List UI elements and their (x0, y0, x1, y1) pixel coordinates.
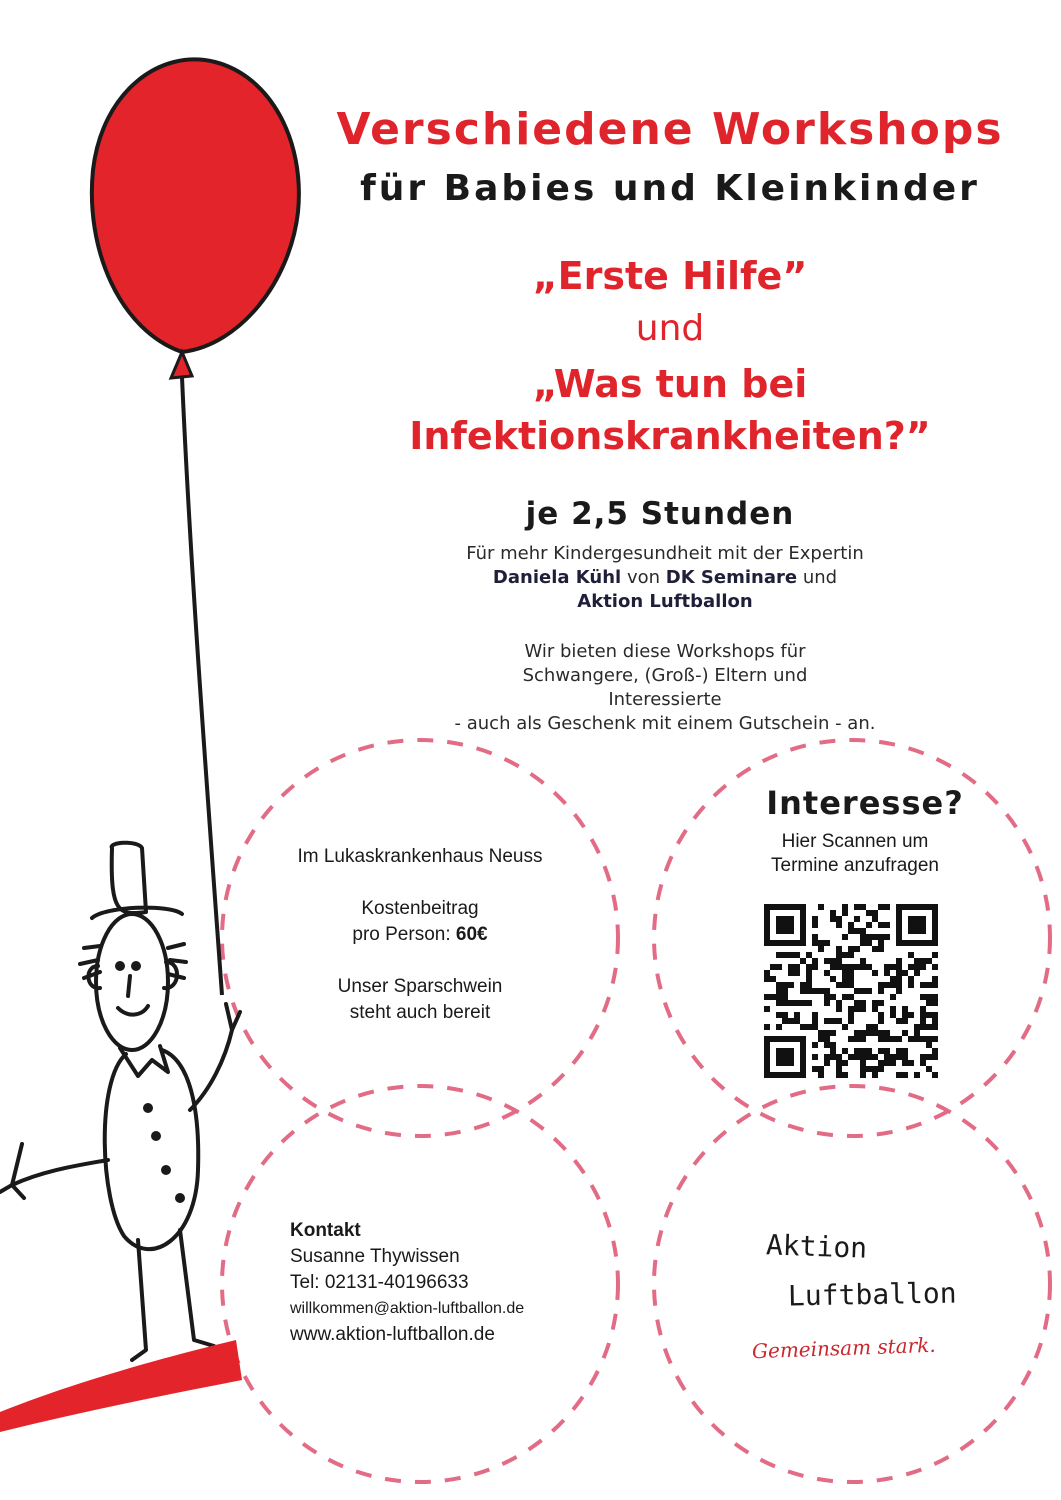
expert-company: DK Seminare (665, 567, 798, 588)
offer-line1: Wir bieten diese Workshops für (524, 641, 806, 662)
partner-name: Aktion Luftballon (577, 591, 753, 612)
topic-first-aid: „Erste Hilfe” (532, 254, 808, 298)
expert-und: und (802, 567, 838, 588)
expert-line (340, 566, 990, 590)
contact-name: Susanne Thywissen (290, 1246, 460, 1267)
topic-infections-line2: Infektionskrankheiten?” (409, 414, 931, 458)
expert-intro: Für mehr Kindergesundheit mit der Expertin (466, 543, 864, 564)
expert-info (340, 542, 990, 614)
expert-von: von (626, 567, 661, 588)
topic-infections (330, 358, 1010, 462)
contact-info (290, 1218, 610, 1348)
interest-subtitle (700, 830, 1010, 878)
offer-line4: - auch als Geschenk mit einem Gutschein - an. (454, 713, 876, 734)
fee-line (260, 922, 580, 948)
duration-text: je 2,5 Stunden (525, 496, 795, 532)
location-info (260, 844, 580, 1026)
topic-connector: und (635, 308, 705, 349)
red-ground (0, 1340, 242, 1432)
topic-infections-line1: „Was tun bei (532, 362, 808, 406)
fee-per-person: pro Person: (352, 924, 451, 945)
headline-workshops: Verschiedene Workshops (336, 104, 1004, 155)
interest-line1: Hier Scannen um (781, 831, 929, 852)
contact-email[interactable]: willkommen@aktion-luftballon.de (290, 1300, 525, 1317)
location-place: Im Lukaskrankenhaus Neuss (297, 846, 543, 867)
fee-label: Kostenbeitrag (361, 898, 479, 919)
offer-text (340, 640, 990, 736)
contact-phone[interactable]: Tel: 02131-40196633 (290, 1272, 469, 1293)
offer-line2: Schwangere, (Groß-) Eltern und (522, 665, 808, 686)
logo-line1: Aktion (765, 1228, 868, 1265)
logo-line2: Luftballon (787, 1276, 957, 1313)
contact-heading: Kontakt (290, 1220, 361, 1241)
contact-website[interactable]: www.aktion-luftballon.de (290, 1324, 495, 1345)
interest-line2: Termine anzufragen (771, 855, 939, 876)
interest-title: Interesse? (766, 784, 964, 822)
headline-target-group: für Babies und Kleinkinder (360, 168, 980, 209)
logo-tagline: Gemeinsam stark. (751, 1332, 937, 1364)
expert-name: Daniela Kühl (492, 567, 622, 588)
qr-code-icon[interactable] (760, 900, 942, 1082)
fee-amount: 60€ (455, 924, 488, 945)
piggy-line1: Unser Sparschwein (337, 976, 503, 997)
offer-line3: Interessierte (608, 689, 722, 710)
piggy-line2: steht auch bereit (349, 1002, 491, 1023)
stick-figure-illustration (0, 843, 240, 1360)
